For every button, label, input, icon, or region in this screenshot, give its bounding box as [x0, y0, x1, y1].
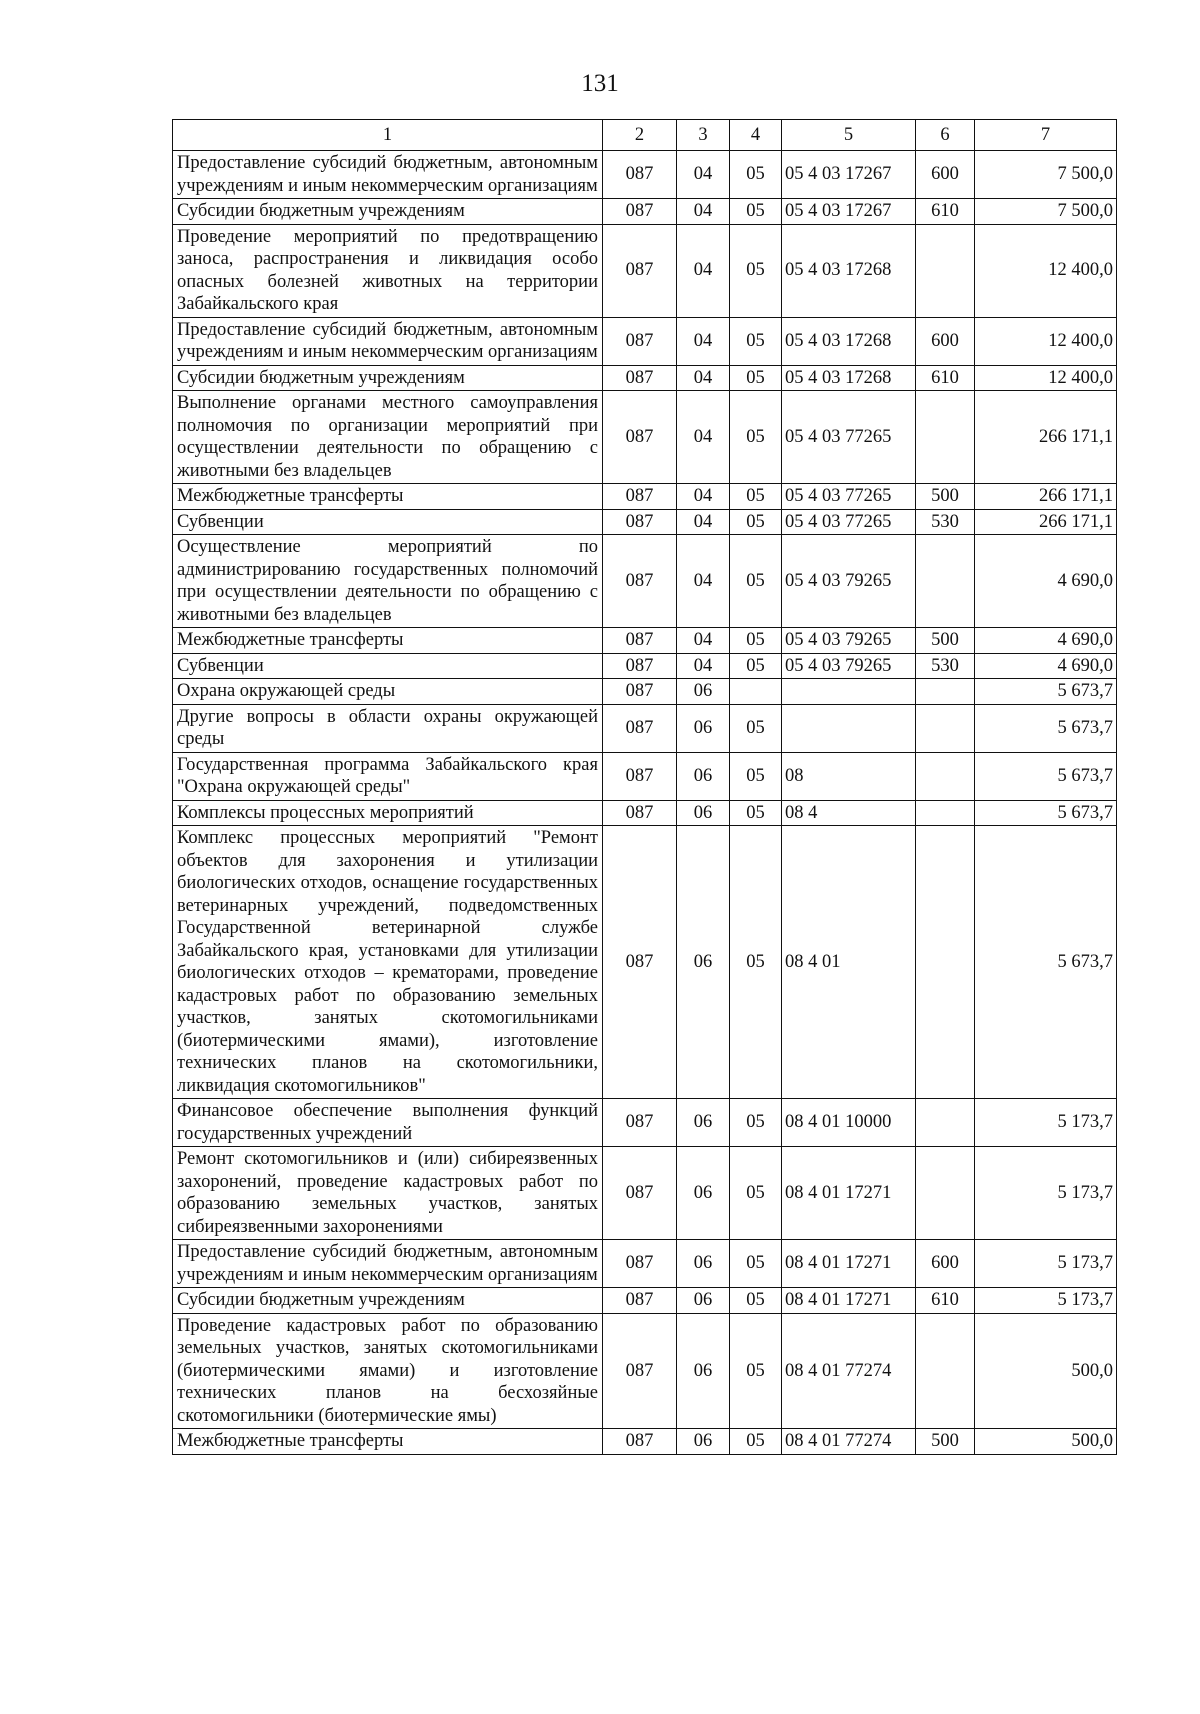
- admin-code: 087: [603, 1099, 677, 1147]
- admin-code: 087: [603, 1313, 677, 1429]
- subsection-code: 05: [730, 317, 782, 365]
- amount: 266 171,1: [975, 391, 1117, 484]
- amount: 5 173,7: [975, 1240, 1117, 1288]
- target-article-code: 05 4 03 17267: [782, 151, 916, 199]
- table-row: [173, 317, 1117, 365]
- expense-type-code: [916, 1313, 975, 1429]
- subsection-code: 05: [730, 391, 782, 484]
- amount: 12 400,0: [975, 317, 1117, 365]
- subsection-code: 05: [730, 1288, 782, 1314]
- admin-code: 087: [603, 679, 677, 705]
- admin-code: 087: [603, 509, 677, 535]
- expense-type-code: [916, 679, 975, 705]
- expense-type-code: 500: [916, 484, 975, 510]
- table-row: [173, 484, 1117, 510]
- section-code: 06: [677, 1240, 730, 1288]
- subsection-code: 05: [730, 1313, 782, 1429]
- target-article-code: 08: [782, 752, 916, 800]
- target-article-code: 08 4 01 17271: [782, 1240, 916, 1288]
- amount: 5 673,7: [975, 752, 1117, 800]
- subsection-code: 05: [730, 509, 782, 535]
- target-article-code: 05 4 03 77265: [782, 484, 916, 510]
- subsection-code: 05: [730, 826, 782, 1099]
- amount: 12 400,0: [975, 224, 1117, 317]
- target-article-code: 05 4 03 79265: [782, 628, 916, 654]
- section-code: 06: [677, 1288, 730, 1314]
- item-name: Предоставление субсидий бюджетным, автономным учреждениям и иным некоммерческим организациям: [173, 1240, 603, 1288]
- subsection-code: 05: [730, 224, 782, 317]
- amount: 5 673,7: [975, 679, 1117, 705]
- amount: 500,0: [975, 1313, 1117, 1429]
- item-name: Субсидии бюджетным учреждениям: [173, 199, 603, 225]
- subsection-code: 05: [730, 628, 782, 654]
- header-cell-4: 4: [730, 120, 782, 151]
- admin-code: 087: [603, 151, 677, 199]
- subsection-code: 05: [730, 151, 782, 199]
- table-row: [173, 1429, 1117, 1455]
- expense-type-code: 500: [916, 1429, 975, 1455]
- target-article-code: 08 4 01: [782, 826, 916, 1099]
- amount: 12 400,0: [975, 365, 1117, 391]
- section-code: 04: [677, 391, 730, 484]
- expense-type-code: 610: [916, 199, 975, 225]
- amount: 5 173,7: [975, 1099, 1117, 1147]
- expense-type-code: [916, 535, 975, 628]
- admin-code: 087: [603, 199, 677, 225]
- admin-code: 087: [603, 484, 677, 510]
- item-name: Субсидии бюджетным учреждениям: [173, 365, 603, 391]
- table-row: [173, 535, 1117, 628]
- subsection-code: 05: [730, 199, 782, 225]
- budget-table: [172, 119, 1117, 1455]
- target-article-code: 05 4 03 79265: [782, 653, 916, 679]
- item-name: Осуществление мероприятий по администрированию государственных полномочий при осуществлении деятельности по обращению с животными без владельцев: [173, 535, 603, 628]
- header-cell-2: 2: [603, 120, 677, 151]
- subsection-code: 05: [730, 653, 782, 679]
- section-code: 04: [677, 509, 730, 535]
- item-name: Субсидии бюджетным учреждениям: [173, 1288, 603, 1314]
- expense-type-code: 610: [916, 1288, 975, 1314]
- subsection-code: 05: [730, 1099, 782, 1147]
- expense-type-code: [916, 224, 975, 317]
- item-name: Проведение мероприятий по предотвращению заноса, распространения и ликвидация особо опасных болезней животных на территории Забайкальского края: [173, 224, 603, 317]
- expense-type-code: [916, 752, 975, 800]
- target-article-code: 05 4 03 17267: [782, 199, 916, 225]
- table-row: [173, 826, 1117, 1099]
- table-row: [173, 653, 1117, 679]
- admin-code: 087: [603, 365, 677, 391]
- expense-type-code: 600: [916, 1240, 975, 1288]
- item-name: Субвенции: [173, 509, 603, 535]
- expense-type-code: [916, 391, 975, 484]
- target-article-code: 05 4 03 17268: [782, 317, 916, 365]
- table-row: [173, 199, 1117, 225]
- table-row: [173, 224, 1117, 317]
- amount: 7 500,0: [975, 151, 1117, 199]
- expense-type-code: 600: [916, 317, 975, 365]
- amount: 4 690,0: [975, 653, 1117, 679]
- target-article-code: 05 4 03 79265: [782, 535, 916, 628]
- table-row: [173, 391, 1117, 484]
- table-row: [173, 704, 1117, 752]
- expense-type-code: [916, 1147, 975, 1240]
- admin-code: 087: [603, 1288, 677, 1314]
- admin-code: 087: [603, 317, 677, 365]
- subsection-code: 05: [730, 1147, 782, 1240]
- section-code: 04: [677, 224, 730, 317]
- expense-type-code: [916, 704, 975, 752]
- amount: 5 173,7: [975, 1147, 1117, 1240]
- table-row: [173, 752, 1117, 800]
- expense-type-code: 610: [916, 365, 975, 391]
- expense-type-code: [916, 800, 975, 826]
- section-code: 04: [677, 484, 730, 510]
- admin-code: 087: [603, 653, 677, 679]
- amount: 5 173,7: [975, 1288, 1117, 1314]
- item-name: Выполнение органами местного самоуправления полномочия по организации мероприятий при осуществлении деятельности по обращению с животными без владельцев: [173, 391, 603, 484]
- subsection-code: 05: [730, 1240, 782, 1288]
- section-code: 04: [677, 628, 730, 654]
- table-row: [173, 1147, 1117, 1240]
- item-name: Государственная программа Забайкальского края "Охрана окружающей среды": [173, 752, 603, 800]
- header-cell-1: 1: [173, 120, 603, 151]
- section-code: 06: [677, 1429, 730, 1455]
- table-row: [173, 1099, 1117, 1147]
- admin-code: 087: [603, 752, 677, 800]
- admin-code: 087: [603, 704, 677, 752]
- item-name: Охрана окружающей среды: [173, 679, 603, 705]
- item-name: Предоставление субсидий бюджетным, автономным учреждениям и иным некоммерческим организациям: [173, 151, 603, 199]
- admin-code: 087: [603, 1240, 677, 1288]
- section-code: 06: [677, 752, 730, 800]
- section-code: 06: [677, 800, 730, 826]
- item-name: Ремонт скотомогильников и (или) сибиреязвенных захоронений, проведение кадастровых работ по образованию земельных участков, занятых сибиреязвенными захоронениями: [173, 1147, 603, 1240]
- table-row: [173, 628, 1117, 654]
- amount: 500,0: [975, 1429, 1117, 1455]
- expense-type-code: 600: [916, 151, 975, 199]
- amount: 266 171,1: [975, 509, 1117, 535]
- section-code: 06: [677, 1147, 730, 1240]
- section-code: 06: [677, 679, 730, 705]
- table-row: [173, 679, 1117, 705]
- section-code: 06: [677, 704, 730, 752]
- item-name: Межбюджетные трансферты: [173, 628, 603, 654]
- admin-code: 087: [603, 1147, 677, 1240]
- header-cell-3: 3: [677, 120, 730, 151]
- target-article-code: [782, 679, 916, 705]
- subsection-code: 05: [730, 752, 782, 800]
- admin-code: 087: [603, 628, 677, 654]
- header-cell-5: 5: [782, 120, 916, 151]
- table-row: [173, 509, 1117, 535]
- table-row: [173, 1288, 1117, 1314]
- target-article-code: 08 4 01 77274: [782, 1429, 916, 1455]
- section-code: 04: [677, 653, 730, 679]
- item-name: Комплекс процессных мероприятий "Ремонт объектов для захоронения и утилизации биологических отходов, оснащение государственных ветеринарных учреждений, подведомственных Государственной ветеринарной службе Забайкальского края, установками для утилизации биологических отходов – крематорами, проведение кадастровых работ по образованию земельных участков, занятых скотомогильниками (биотермическими ямами), изготовление технических планов на скотомогильники, ликвидация скотомогильников": [173, 826, 603, 1099]
- subsection-code: 05: [730, 365, 782, 391]
- admin-code: 087: [603, 224, 677, 317]
- expense-type-code: [916, 1099, 975, 1147]
- subsection-code: 05: [730, 704, 782, 752]
- subsection-code: 05: [730, 800, 782, 826]
- subsection-code: 05: [730, 484, 782, 510]
- item-name: Межбюджетные трансферты: [173, 484, 603, 510]
- target-article-code: 08 4 01 10000: [782, 1099, 916, 1147]
- section-code: 04: [677, 535, 730, 628]
- header-cell-7: 7: [975, 120, 1117, 151]
- item-name: Субвенции: [173, 653, 603, 679]
- item-name: Проведение кадастровых работ по образованию земельных участков, занятых скотомогильниками (биотермическими ямами) и изготовление технических планов на бесхозяйные скотомогильники (биотермические ямы): [173, 1313, 603, 1429]
- admin-code: 087: [603, 391, 677, 484]
- amount: 266 171,1: [975, 484, 1117, 510]
- expense-type-code: 500: [916, 628, 975, 654]
- item-name: Комплексы процессных мероприятий: [173, 800, 603, 826]
- section-code: 06: [677, 1313, 730, 1429]
- target-article-code: 05 4 03 77265: [782, 391, 916, 484]
- table-row: [173, 800, 1117, 826]
- target-article-code: 05 4 03 77265: [782, 509, 916, 535]
- section-code: 06: [677, 826, 730, 1099]
- target-article-code: 08 4: [782, 800, 916, 826]
- target-article-code: 05 4 03 17268: [782, 224, 916, 317]
- section-code: 04: [677, 199, 730, 225]
- table-row: [173, 365, 1117, 391]
- section-code: 06: [677, 1099, 730, 1147]
- admin-code: 087: [603, 800, 677, 826]
- section-code: 04: [677, 317, 730, 365]
- amount: 5 673,7: [975, 826, 1117, 1099]
- amount: 4 690,0: [975, 628, 1117, 654]
- target-article-code: [782, 704, 916, 752]
- amount: 4 690,0: [975, 535, 1117, 628]
- admin-code: 087: [603, 826, 677, 1099]
- target-article-code: 08 4 01 77274: [782, 1313, 916, 1429]
- header-row: [173, 120, 1117, 151]
- expense-type-code: [916, 826, 975, 1099]
- admin-code: 087: [603, 1429, 677, 1455]
- amount: 7 500,0: [975, 199, 1117, 225]
- subsection-code: 05: [730, 1429, 782, 1455]
- subsection-code: 05: [730, 535, 782, 628]
- table-row: [173, 1313, 1117, 1429]
- table-row: [173, 151, 1117, 199]
- item-name: Финансовое обеспечение выполнения функций государственных учреждений: [173, 1099, 603, 1147]
- item-name: Предоставление субсидий бюджетным, автономным учреждениям и иным некоммерческим организациям: [173, 317, 603, 365]
- target-article-code: 05 4 03 17268: [782, 365, 916, 391]
- amount: 5 673,7: [975, 704, 1117, 752]
- target-article-code: 08 4 01 17271: [782, 1147, 916, 1240]
- section-code: 04: [677, 151, 730, 199]
- table-row: [173, 1240, 1117, 1288]
- amount: 5 673,7: [975, 800, 1117, 826]
- admin-code: 087: [603, 535, 677, 628]
- item-name: Межбюджетные трансферты: [173, 1429, 603, 1455]
- page-number: 131: [581, 70, 619, 97]
- target-article-code: 08 4 01 17271: [782, 1288, 916, 1314]
- item-name: Другие вопросы в области охраны окружающей среды: [173, 704, 603, 752]
- expense-type-code: 530: [916, 653, 975, 679]
- expense-type-code: 530: [916, 509, 975, 535]
- section-code: 04: [677, 365, 730, 391]
- subsection-code: [730, 679, 782, 705]
- header-cell-6: 6: [916, 120, 975, 151]
